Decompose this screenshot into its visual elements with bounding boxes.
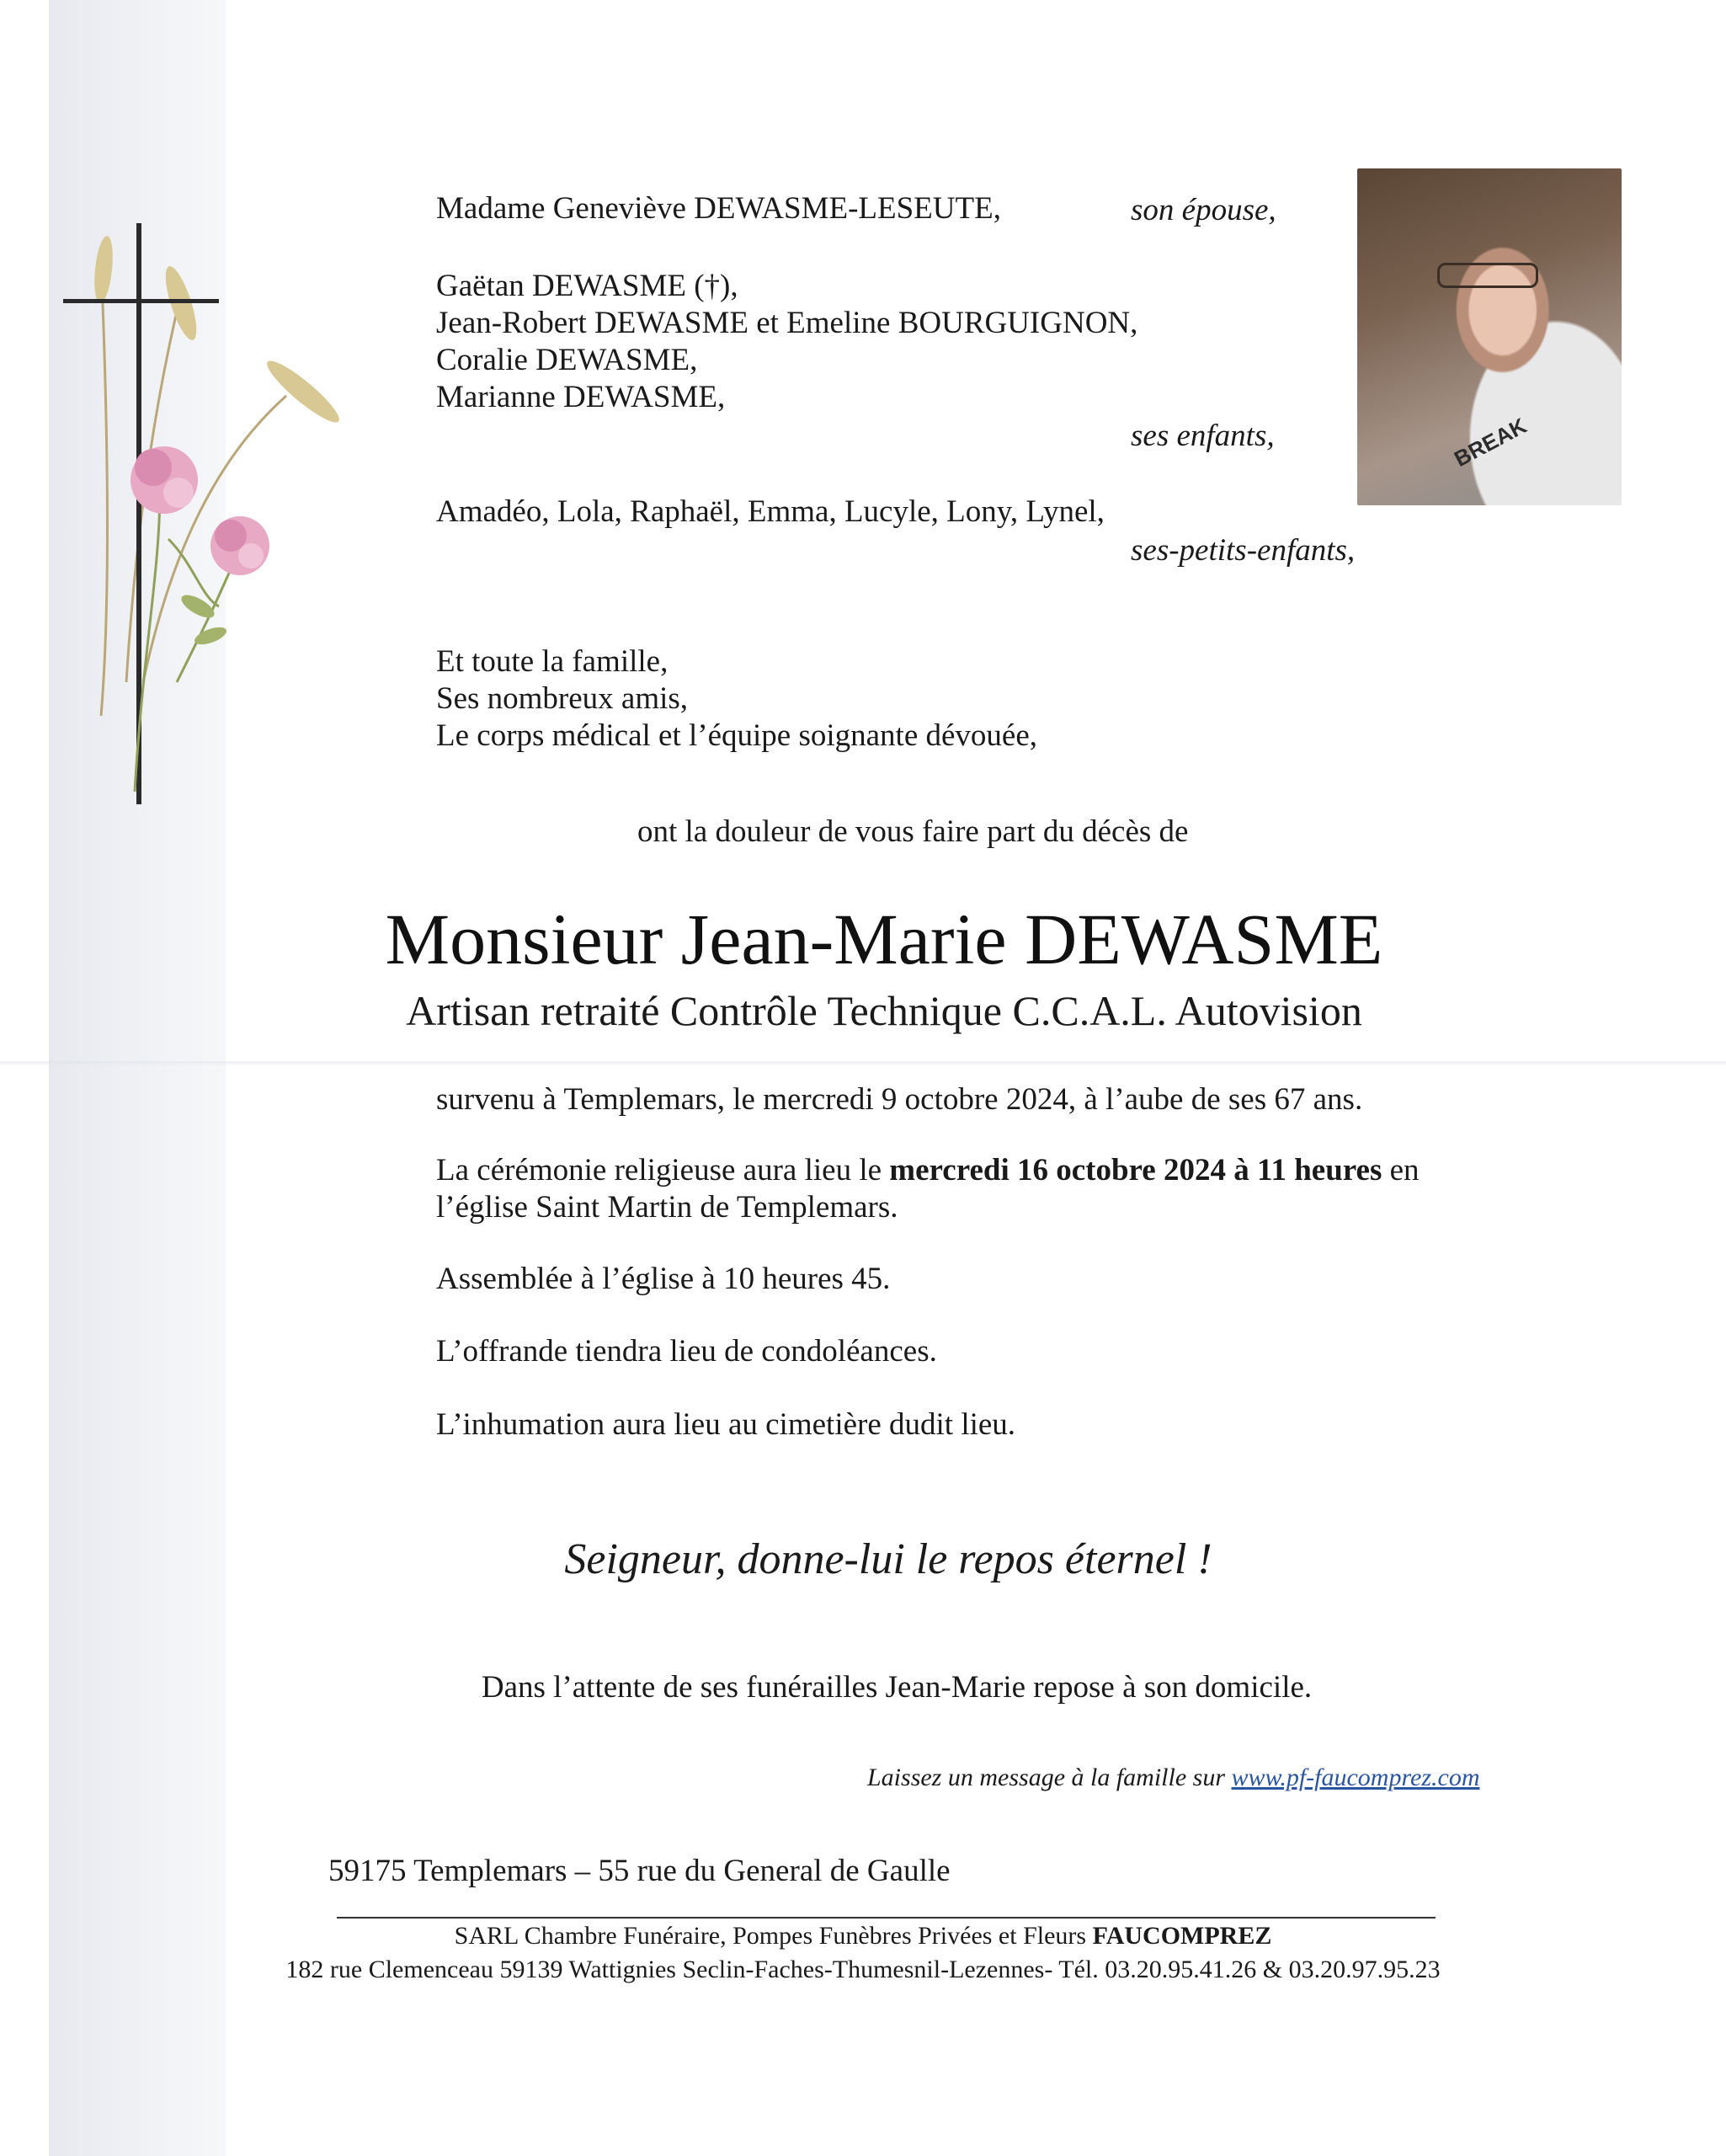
offering-info: L’offrande tiendra lieu de condoléances. xyxy=(436,1334,937,1369)
others-line: Et toute la famille, xyxy=(436,644,669,679)
child-name: Marianne DEWASME, xyxy=(436,380,726,414)
death-info: survenu à Templemars, le mercredi 9 octobre 2024, à l’aube de ses 67 ans. xyxy=(436,1082,1363,1117)
home-address: 59175 Templemars – 55 rue du General de Gaulle xyxy=(328,1854,951,1888)
photo-shirt-text: BREAK xyxy=(1450,413,1531,472)
website-link[interactable]: www.pf-faucomprez.com xyxy=(1231,1764,1480,1791)
assembly-info: Assemblée à l’église à 10 heures 45. xyxy=(436,1262,891,1296)
grandchildren-role: ses-petits-enfants, xyxy=(1131,533,1356,568)
cross-flowers-decoration xyxy=(51,211,387,817)
deceased-profession: Artisan retraité Contrôle Technique C.C.A.L. Autovision xyxy=(406,987,1362,1034)
others-line: Ses nombreux amis, xyxy=(436,681,689,716)
funeral-home-name: FAUCOMPREZ xyxy=(1092,1922,1272,1950)
prayer: Seigneur, donne-lui le repos éternel ! xyxy=(564,1535,1212,1583)
ceremony-suffix: en xyxy=(1382,1153,1420,1187)
glasses-shape xyxy=(1437,263,1538,288)
resting-info: Dans l’attente de ses funérailles Jean-Marie repose à son domicile. xyxy=(481,1670,1313,1705)
funeral-home-address: 182 rue Clemenceau 59139 Wattignies Seclin-Faches-Thumesnil-Lezennes- Tél. 03.20.95.41.26 & 03.20.97.95.23 xyxy=(285,1956,1441,1983)
announcement: ont la douleur de vous faire part du décès de xyxy=(637,814,1189,849)
web-message xyxy=(867,1764,1480,1792)
ceremony-line xyxy=(436,1152,1420,1189)
leaves xyxy=(178,590,228,648)
ceremony-prefix: La cérémonie religieuse aura lieu le xyxy=(436,1153,890,1187)
burial-info: L’inhumation aura lieu au cimetière dudit lieu. xyxy=(436,1407,1016,1442)
ceremony-location: l’église Saint Martin de Templemars. xyxy=(436,1190,898,1225)
funeral-home-description: SARL Chambre Funéraire, Pompes Funèbres Privées et Fleurs xyxy=(454,1922,1093,1950)
spouse-name: Madame Geneviève DEWASME-LESEUTE, xyxy=(436,191,1001,226)
spouse-role: son épouse, xyxy=(1131,193,1276,227)
ceremony-datetime: mercredi 16 octobre 2024 à 11 heures xyxy=(889,1153,1382,1187)
child-name: Jean-Robert DEWASME et Emeline BOURGUIGNON, xyxy=(436,306,1138,340)
web-message-text: Laissez un message à la famille sur xyxy=(867,1764,1232,1791)
wheat-ears xyxy=(92,235,345,429)
divider xyxy=(337,1917,1436,1919)
grandchildren-names: Amadéo, Lola, Raphaël, Emma, Lucyle, Lony, Lynel, xyxy=(436,494,1105,529)
others-line: Le corps médical et l’équipe soignante dévouée, xyxy=(436,718,1038,753)
fold-line xyxy=(0,1061,1726,1066)
funeral-home-line xyxy=(0,1922,1726,1951)
portrait-photo xyxy=(1357,168,1622,505)
child-name: Coralie DEWASME, xyxy=(436,343,698,377)
children-role: ses enfants, xyxy=(1131,419,1275,453)
deceased-name: Monsieur Jean-Marie DEWASME xyxy=(385,899,1383,979)
child-name: Gaëtan DEWASME (†), xyxy=(436,269,738,303)
